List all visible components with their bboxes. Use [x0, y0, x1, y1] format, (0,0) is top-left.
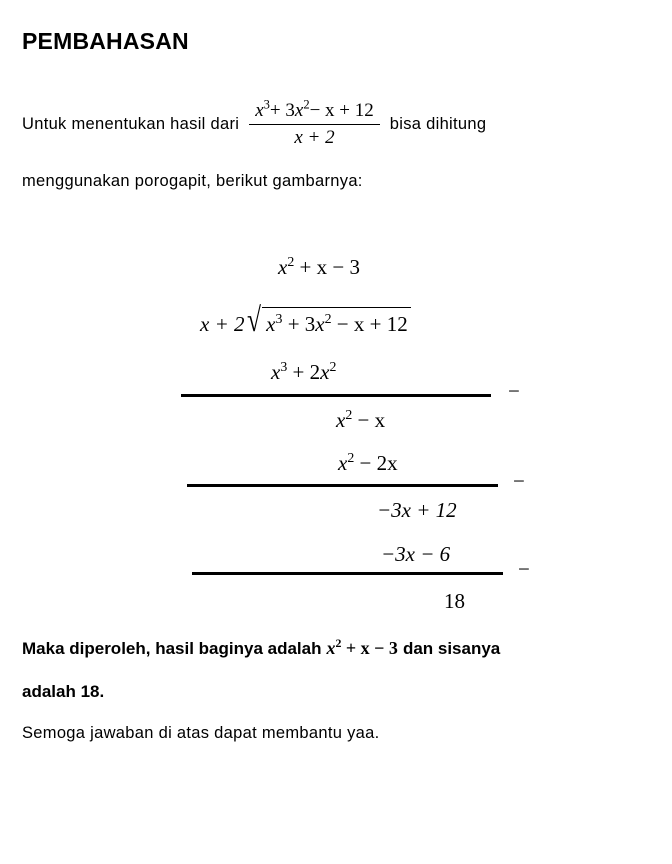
step-1-rem-exponent: 2	[345, 407, 353, 422]
conclusion-text-after-result: dan sisanya	[402, 639, 501, 658]
step-1-rem-rest: − x	[357, 408, 386, 432]
division-rule-1	[181, 394, 491, 397]
conclusion-result-rest: + x − 3	[345, 638, 398, 658]
conclusion-text-before-result: Maka diperoleh, hasil baginya adalah	[22, 639, 322, 658]
quotient-rest: + x − 3	[299, 255, 360, 279]
step-2-sub-exponent: 2	[347, 450, 355, 465]
intro-text-after-fraction: bisa dihitung	[389, 115, 487, 134]
page-title: PEMBAHASAN	[22, 28, 189, 54]
dividend-exponent-2: 2	[324, 311, 332, 326]
conclusion-result-base: x	[326, 638, 336, 658]
dividend-base-1: x	[266, 312, 276, 336]
division-dividend-row	[200, 302, 411, 339]
step-1-sub-base-2: x	[320, 360, 330, 384]
quotient-base: x	[278, 255, 288, 279]
division-dividend	[262, 307, 411, 337]
fraction-numerator-mid: + 3	[269, 100, 295, 121]
division-final-remainder: 18	[444, 589, 465, 613]
fraction-numerator-rest: − x + 12	[309, 100, 374, 121]
fraction-denominator: x + 2	[294, 127, 335, 149]
dividend-base-2: x	[315, 312, 325, 336]
intro-text-before-fraction: Untuk menentukan hasil dari	[22, 115, 240, 134]
division-rule-3	[192, 572, 503, 575]
step-1-sub-mid: + 2	[292, 360, 321, 384]
conclusion-line-1	[22, 638, 500, 659]
fraction-numerator-base-1: x	[255, 100, 264, 121]
division-step-2-remainder: −3x + 12	[377, 498, 457, 522]
closing-message: Semoga jawaban di atas dapat membantu yaa.	[22, 724, 380, 742]
step-2-sub-base: x	[338, 451, 348, 475]
fraction-numerator	[249, 97, 380, 124]
division-quotient	[278, 255, 360, 280]
dividend-rest: − x + 12	[336, 312, 408, 336]
dividend-exponent-1: 3	[275, 311, 283, 326]
division-minus-sign-3: −	[518, 557, 530, 581]
radical-icon: √	[246, 302, 261, 339]
dividend-mid: + 3	[287, 312, 316, 336]
division-radical-bracket	[246, 302, 411, 339]
division-step-1-remainder	[336, 408, 385, 433]
division-minus-sign-1: −	[508, 379, 520, 403]
step-1-sub-base-1: x	[271, 360, 281, 384]
step-1-rem-base: x	[336, 408, 346, 432]
fraction-numerator-base-2: x	[294, 100, 304, 121]
step-1-sub-exponent-1: 3	[280, 359, 288, 374]
division-step-2-subtrahend	[338, 451, 398, 476]
inline-fraction	[249, 97, 380, 149]
intro-paragraph-line-1	[22, 97, 662, 149]
conclusion-line-2: adalah 18.	[22, 682, 105, 701]
intro-paragraph-line-2: menggunakan porogapit, berikut gambarnya:	[22, 172, 363, 190]
step-1-sub-exponent-2: 2	[329, 359, 337, 374]
fraction-numerator-exponent-1: 3	[263, 97, 270, 112]
division-step-3-subtrahend: −3x − 6	[381, 542, 451, 566]
division-minus-sign-2: −	[513, 469, 525, 493]
conclusion-result-exponent: 2	[335, 636, 342, 650]
step-2-sub-rest: − 2x	[359, 451, 398, 475]
division-rule-2	[187, 484, 498, 487]
division-step-1-subtrahend	[271, 360, 336, 385]
long-division-diagram	[0, 254, 672, 613]
fraction-numerator-exponent-2: 2	[303, 97, 310, 112]
quotient-exponent: 2	[287, 254, 295, 269]
conclusion-result	[326, 638, 397, 659]
division-divisor: x + 2	[200, 312, 245, 336]
